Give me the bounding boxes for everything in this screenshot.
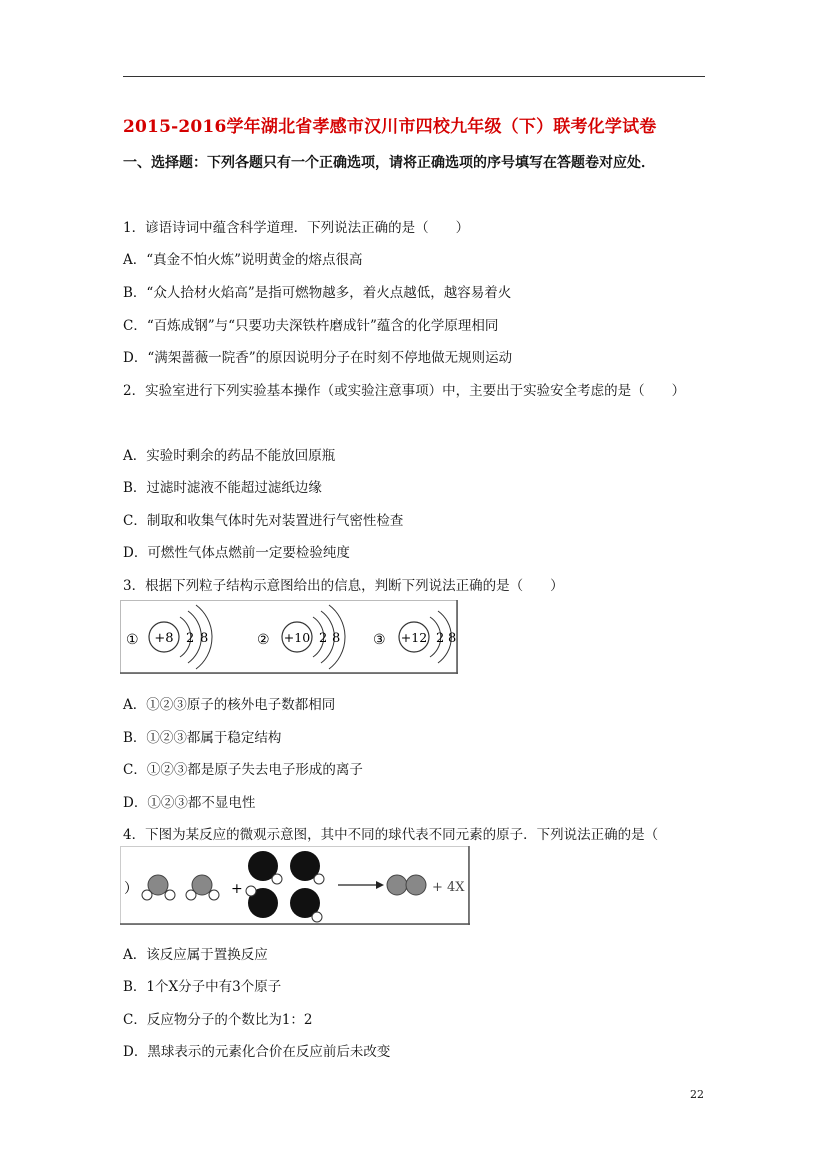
section-heading: 一、选择题：下列各题只有一个正确选项，请将正确选项的序号填写在答题卷对应处． — [123, 155, 655, 171]
reaction-micro-diagram — [120, 846, 472, 928]
question-1-option-b: B．“众人拾材火焰高”是指可燃物越多，着火点越低，越容易着火 — [123, 285, 512, 301]
particle-1-shell-2: 8 — [200, 631, 209, 646]
question-4-option-c: C．反应物分子的个数比为1：2 — [123, 1012, 313, 1028]
particle-structure-diagram — [120, 600, 460, 676]
particle-3-shell-1: 2 — [436, 631, 445, 646]
page-number: 22 — [690, 1088, 704, 1101]
particle-1-nucleus: +8 — [154, 631, 174, 646]
particle-1-shell-1: 2 — [186, 631, 195, 646]
particle-2-index: ② — [257, 632, 270, 648]
header-rule — [123, 76, 705, 77]
question-3-option-a: A．①②③原子的核外电子数都相同 — [123, 697, 336, 713]
question-3-option-c: C．①②③都是原子失去电子形成的离子 — [123, 762, 363, 778]
question-4-option-b: B．1个X分子中有3个原子 — [123, 979, 282, 995]
particle-2-nucleus: +10 — [283, 630, 311, 645]
question-2-option-a: A．实验时剩余的药品不能放回原瓶 — [123, 448, 336, 464]
question-1-option-d: D．“满架蔷薇一院香”的原因说明分子在时刻不停地做无规则运动 — [123, 350, 513, 366]
particle-2-shell-2: 8 — [332, 631, 341, 646]
question-3-option-d: D．①②③都不显电性 — [123, 795, 256, 811]
question-4-option-d: D．黑球表示的元素化合价在反应前后未改变 — [123, 1044, 391, 1060]
reaction-lead-paren: ） — [124, 881, 138, 897]
question-2-option-d: D．可燃性气体点燃前一定要检验纯度 — [123, 545, 350, 561]
question-3-stem: 3．根据下列粒子结构示意图给出的信息，判断下列说法正确的是（ ） — [123, 578, 564, 594]
particle-2-shell-1: 2 — [319, 631, 328, 646]
particle-1-index: ① — [126, 632, 139, 648]
question-1-option-c: C．“百炼成钢”与“只要功夫深铁杵磨成针”蕴含的化学原理相同 — [123, 318, 499, 334]
question-2-stem: 2．实验室进行下列实验基本操作（或实验注意事项）中，主要出于实验安全考虑的是（ ） — [123, 383, 686, 399]
question-1-stem: 1．谚语诗词中蕴含科学道理．下列说法正确的是（ ） — [123, 220, 470, 236]
particle-3-nucleus: +12 — [400, 630, 428, 645]
question-1-option-a: A．“真金不怕火炼”说明黄金的熔点很高 — [123, 252, 363, 268]
question-3-option-b: B．①②③都属于稳定结构 — [123, 730, 282, 746]
reaction-product-label: + 4X — [432, 880, 465, 895]
particle-3-index: ③ — [373, 632, 386, 648]
reaction-plus: + — [231, 881, 243, 897]
question-4-stem: 4．下图为某反应的微观示意图，其中不同的球代表不同元素的原子．下列说法正确的是（ — [123, 827, 659, 843]
question-4-option-a: A．该反应属于置换反应 — [123, 947, 268, 963]
page-title: 2015-2016学年湖北省孝感市汉川市四校九年级（下）联考化学试卷 — [123, 117, 657, 137]
particle-3-shell-2: 8 — [448, 631, 457, 646]
question-2-option-b: B．过滤时滤液不能超过滤纸边缘 — [123, 480, 322, 496]
question-2-option-c: C．制取和收集气体时先对装置进行气密性检查 — [123, 513, 404, 529]
